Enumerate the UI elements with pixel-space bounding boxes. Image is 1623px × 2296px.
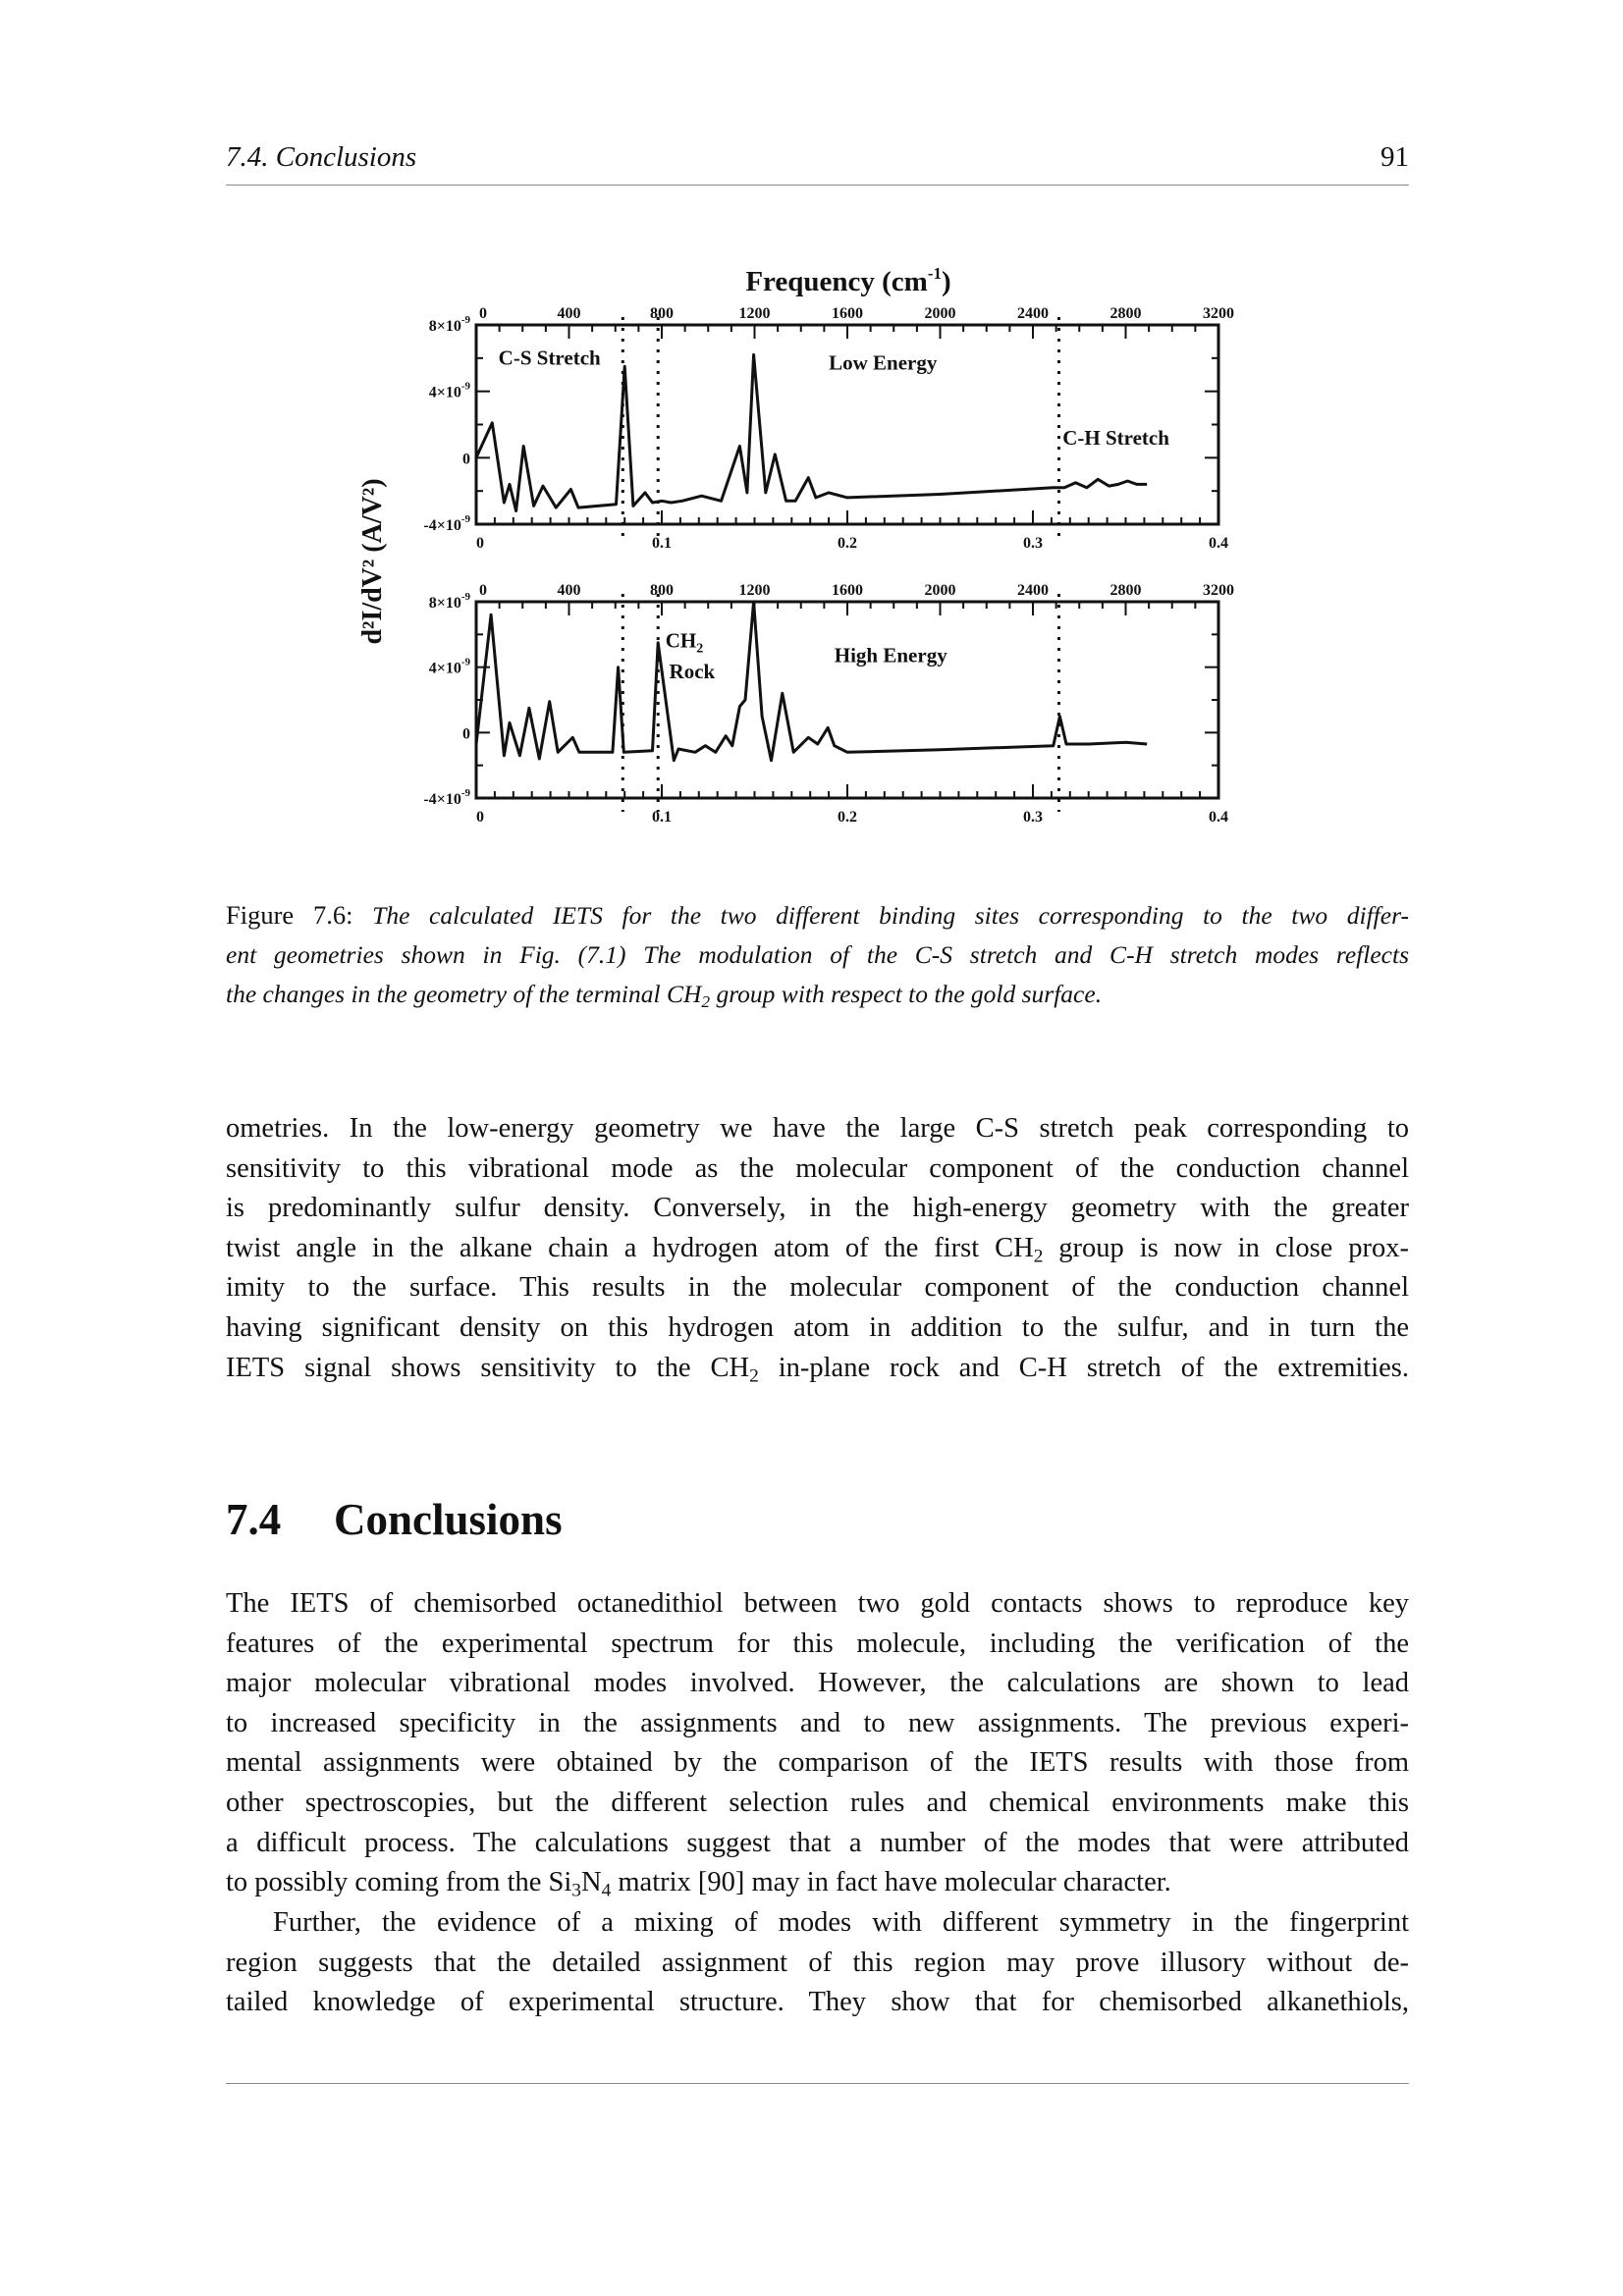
y-tick-label	[429, 314, 471, 335]
text-line	[226, 1625, 1409, 1665]
annotation-text: High Energy	[834, 643, 947, 667]
x-tick-label: 0	[476, 535, 484, 552]
text-line	[226, 1824, 1409, 1864]
frequency-tick-label: 800	[650, 305, 674, 322]
subscript: 2	[1033, 1246, 1044, 1267]
figure-caption	[226, 895, 1409, 1015]
y-tick-base: 8×10	[428, 318, 461, 335]
frequency-tick-label: 2800	[1109, 305, 1142, 322]
text-run: mental assignments were obtained by the comparison of the IETS results with those from	[226, 1747, 1409, 1779]
frequency-tick-label: 400	[557, 305, 581, 322]
section-heading	[226, 1494, 563, 1545]
y-tick-label	[429, 657, 471, 677]
text-run: sensitivity to this vibrational mode as the molecular component of the conduction channel	[226, 1152, 1409, 1184]
text-run: to possibly coming from the Si	[226, 1867, 572, 1898]
text-run: Further, the evidence of a mixing of modes with different symmetry in the fingerprint	[273, 1907, 1409, 1938]
spectrum-line	[476, 602, 1147, 761]
running-header-title: 7.4. Conclusions	[226, 141, 417, 173]
y-tick-base: 4×10	[428, 384, 461, 401]
frequency-tick-label: 2400	[1017, 305, 1049, 322]
x-tick-label: 0	[476, 809, 484, 826]
x-tick-label: 0.2	[838, 809, 857, 826]
y-tick-exponent: -9	[460, 656, 470, 668]
text-run: region suggests that the detailed assignment of this region may prove illusory without de-	[226, 1947, 1409, 1978]
text-run: in-plane rock and C-H stretch of the extremities.	[758, 1352, 1410, 1383]
annotation	[499, 347, 601, 370]
paragraph-conclusions-1	[226, 1584, 1409, 1903]
chart-title-text: Frequency (cm	[745, 266, 928, 297]
annotation-text: C-S Stretch	[498, 346, 601, 370]
text-run: other spectroscopies, but the different selection rules and chemical environments make this	[226, 1787, 1409, 1818]
y-tick-base: -4×10	[423, 517, 461, 534]
annotation-text: Rock	[669, 660, 716, 683]
panel-low-energy	[423, 305, 1234, 552]
text-line	[226, 1584, 1409, 1625]
y-tick-base: 0	[462, 725, 470, 743]
x-tick-label: 0.2	[838, 535, 857, 552]
plot-frame	[476, 602, 1218, 798]
text-run: IETS signal shows sensitivity to the CH	[226, 1352, 750, 1383]
caption-line	[226, 975, 1409, 1015]
text-run: The IETS of chemisorbed octanedithiol between two gold contacts shows to reproduce key	[226, 1588, 1409, 1619]
frequency-tick-label: 3200	[1203, 305, 1234, 322]
frequency-tick-label: 1600	[832, 305, 863, 322]
text-run: to increased specificity in the assignments and to new assignments. The previous experi-	[226, 1707, 1409, 1738]
frequency-tick-label: 0	[479, 305, 487, 322]
text-line	[226, 1349, 1409, 1389]
text-line	[226, 1944, 1409, 1984]
y-tick-base: 8×10	[428, 595, 461, 612]
frequency-tick-label: 2000	[924, 305, 956, 322]
annotation	[1062, 426, 1169, 450]
text-line	[226, 1664, 1409, 1704]
x-tick-label: 0.1	[652, 535, 672, 552]
y-tick-label	[423, 787, 470, 808]
text-run: group with respect to the gold surface.	[710, 980, 1103, 1009]
frequency-tick-label: 3200	[1203, 582, 1234, 599]
text-line	[226, 1983, 1409, 2023]
chart-title	[745, 264, 950, 297]
y-tick-label	[429, 591, 471, 612]
annotation-text: Low Energy	[829, 350, 938, 375]
annotation-text: CH	[665, 628, 697, 653]
text-run: imity to the surface. This results in the molecular component of the conduction channel	[226, 1272, 1409, 1304]
text-run: matrix [90] may in fact have molecular character.	[611, 1867, 1171, 1898]
text-line	[226, 1268, 1409, 1308]
text-run: having significant density on this hydrogen atom in addition to the sulfur, and in turn the	[226, 1311, 1409, 1343]
text-run: is predominantly sulfur density. Conversely, in the high-energy geometry with the greater	[226, 1193, 1409, 1224]
y-tick-label	[462, 725, 470, 742]
section-number: 7.4	[226, 1495, 282, 1544]
annotation	[829, 351, 938, 375]
subscript: 2	[749, 1364, 759, 1386]
text-line	[226, 1149, 1409, 1190]
y-axis-label: d²I/dV² (A/V²)	[357, 478, 388, 645]
annotation	[670, 660, 716, 683]
y-tick-exponent: -9	[460, 513, 470, 525]
annotation-text: C-H Stretch	[1062, 425, 1169, 450]
panel-high-energy	[423, 582, 1234, 826]
y-tick-exponent: -9	[460, 787, 470, 799]
text-line	[226, 1743, 1409, 1784]
y-tick-base: 4×10	[428, 660, 461, 677]
text-run: the changes in the geometry of the terminal CH	[226, 980, 702, 1009]
subscript: 2	[701, 992, 711, 1012]
text-line	[226, 1189, 1409, 1229]
x-tick-label: 0.4	[1209, 535, 1228, 552]
text-run: a difficult process. The calculations suggest that a number of the modes that were attributed	[226, 1827, 1409, 1858]
annotation	[666, 629, 704, 657]
y-tick-label	[462, 451, 470, 467]
text-line	[226, 1784, 1409, 1824]
text-run: major molecular vibrational modes involved. However, the calculations are shown to lead	[226, 1668, 1409, 1699]
spectrum-line	[476, 354, 1147, 510]
annotation-subscript: 2	[696, 641, 704, 657]
y-tick-base: 0	[462, 451, 470, 468]
frequency-tick-label: 1200	[738, 305, 771, 322]
text-run: features of the experimental spectrum for this molecule, including the verification of the	[226, 1628, 1409, 1659]
subscript: 4	[601, 1880, 612, 1901]
y-tick-exponent: -9	[460, 314, 470, 326]
footer-rule	[226, 2083, 1409, 2084]
text-run: tailed knowledge of experimental structure. They show that for chemisorbed alkanethiols,	[226, 1987, 1409, 2018]
paragraph-geometries	[226, 1109, 1409, 1388]
text-line	[226, 1863, 1409, 1903]
subscript: 3	[571, 1880, 581, 1901]
header-rule	[226, 185, 1409, 186]
section-title: Conclusions	[334, 1495, 563, 1544]
text-run: group is now in close prox-	[1043, 1232, 1409, 1263]
x-tick-label: 0.3	[1023, 809, 1043, 826]
annotation	[835, 644, 947, 667]
frequency-tick-label: 0	[479, 582, 487, 599]
y-tick-exponent: -9	[460, 380, 470, 393]
text-line	[226, 1229, 1409, 1269]
frequency-tick-label: 1200	[738, 582, 771, 599]
text-line	[226, 1903, 1409, 1944]
text-run: ometries. In the low-energy geometry we have the large C-S stretch peak corresponding to	[226, 1113, 1409, 1144]
x-tick-label: 0.3	[1023, 535, 1043, 552]
x-tick-label: 0.1	[652, 809, 672, 826]
caption-line	[226, 895, 1409, 935]
caption-label: Figure 7.6:	[226, 900, 353, 930]
frequency-tick-label: 2800	[1109, 582, 1142, 599]
page-number: 91	[1380, 141, 1409, 173]
text-run: twist angle in the alkane chain a hydrogen atom of the first CH	[226, 1232, 1034, 1263]
frequency-tick-label: 400	[557, 582, 581, 599]
text-run: N	[580, 1867, 602, 1898]
frequency-tick-label: 2000	[924, 582, 956, 599]
y-tick-exponent: -9	[460, 591, 470, 603]
chart-title-end: )	[942, 266, 951, 297]
paragraph-conclusions-2	[226, 1903, 1409, 2023]
caption-line	[226, 935, 1409, 976]
y-tick-base: -4×10	[423, 791, 461, 808]
iets-figure	[344, 260, 1257, 839]
text-run: The calculated IETS for the two different binding sites corresponding to the two differ-	[372, 901, 1409, 930]
frequency-tick-label: 1600	[832, 582, 863, 599]
y-tick-label	[429, 381, 471, 401]
x-tick-label: 0.4	[1209, 809, 1228, 826]
y-tick-label	[423, 513, 470, 534]
chart-title-superscript: -1	[927, 264, 942, 283]
text-run: ent geometries shown in Fig. (7.1) The modulation of the C-S stretch and C-H stretch modes reflects	[226, 939, 1409, 969]
frequency-tick-label: 2400	[1017, 582, 1049, 599]
text-line	[226, 1704, 1409, 1744]
frequency-tick-label: 800	[650, 582, 674, 599]
text-line	[226, 1308, 1409, 1349]
text-line	[226, 1109, 1409, 1149]
